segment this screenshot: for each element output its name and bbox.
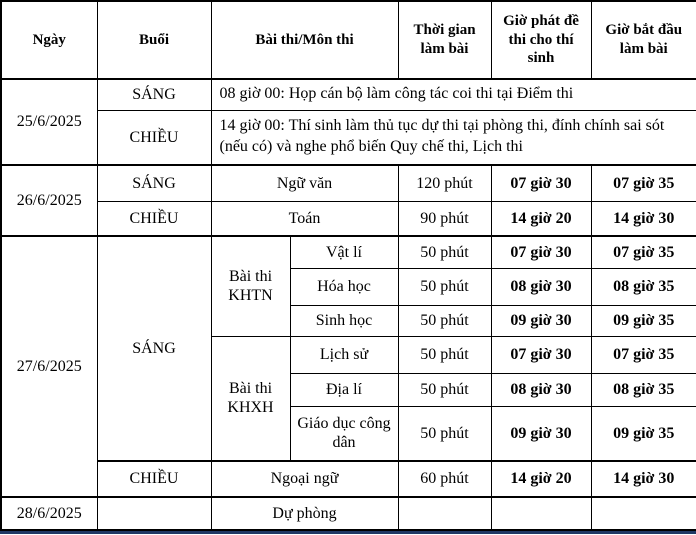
- subject-cell: Địa lí: [290, 373, 398, 406]
- row-26-6-morning: [1, 165, 696, 201]
- header-cell-exam: Bài thi/Môn thi: [211, 1, 398, 79]
- header-cell-duration: Thời gian làm bài: [398, 1, 491, 79]
- row-25-6-morning: [1, 79, 696, 110]
- date-cell-28-6: 28/6/2025: [1, 497, 97, 530]
- empty-session-cell: [97, 497, 211, 530]
- activity-cell: 08 giờ 00: Họp cán bộ làm công tác coi thi tại Điểm thi: [211, 79, 696, 110]
- subject-cell: Hóa học: [290, 268, 398, 305]
- empty-start-time-cell: [591, 497, 696, 530]
- start-time-cell: 09 giờ 35: [591, 406, 696, 461]
- subject-cell: Ngoại ngữ: [211, 461, 398, 497]
- paper-time-cell: 08 giờ 30: [491, 373, 591, 406]
- paper-time-cell: 07 giờ 30: [491, 336, 591, 373]
- start-time-cell: 14 giờ 30: [591, 461, 696, 497]
- subject-cell: Giáo dục công dân: [290, 406, 398, 461]
- start-time-cell: 07 giờ 35: [591, 236, 696, 268]
- exam-group-khtn-cell: Bài thi KHTN: [211, 236, 290, 336]
- duration-cell: 90 phút: [398, 201, 491, 236]
- paper-time-cell: 14 giờ 20: [491, 461, 591, 497]
- duration-cell: 120 phút: [398, 165, 491, 201]
- session-cell: CHIỀU: [97, 461, 211, 497]
- row-28-6-reserve: [1, 497, 696, 530]
- subject-cell: Ngữ văn: [211, 165, 398, 201]
- header-cell-start-time: Giờ bắt đầu làm bài: [591, 1, 696, 79]
- session-cell: SÁNG: [97, 79, 211, 110]
- duration-cell: 50 phút: [398, 236, 491, 268]
- empty-paper-time-cell: [491, 497, 591, 530]
- session-cell: CHIỀU: [97, 110, 211, 165]
- row-physics: [1, 236, 696, 268]
- duration-cell: 50 phút: [398, 406, 491, 461]
- paper-time-cell: 14 giờ 20: [491, 201, 591, 236]
- start-time-cell: 08 giờ 35: [591, 268, 696, 305]
- date-cell-26-6: 26/6/2025: [1, 165, 97, 236]
- paper-time-cell: 08 giờ 30: [491, 268, 591, 305]
- session-cell: SÁNG: [97, 236, 211, 461]
- duration-cell: 50 phút: [398, 373, 491, 406]
- subject-cell: Toán: [211, 201, 398, 236]
- row-26-6-afternoon: [1, 201, 696, 236]
- subject-cell: Vật lí: [290, 236, 398, 268]
- start-time-cell: 14 giờ 30: [591, 201, 696, 236]
- start-time-cell: 09 giờ 35: [591, 305, 696, 336]
- duration-cell: 50 phút: [398, 305, 491, 336]
- paper-time-cell: 07 giờ 30: [491, 236, 591, 268]
- session-cell: CHIỀU: [97, 201, 211, 236]
- header-row: [1, 1, 696, 79]
- activity-cell: 14 giờ 00: Thí sinh làm thủ tục dự thi tại phòng thi, đính chính sai sót (nếu có) và nghe phổ biến Quy chế thi, Lịch thi: [211, 110, 696, 165]
- duration-cell: 50 phút: [398, 336, 491, 373]
- header-cell-paper-time: Giờ phát đề thi cho thí sinh: [491, 1, 591, 79]
- header-cell-date: Ngày: [1, 1, 97, 79]
- start-time-cell: 07 giờ 35: [591, 336, 696, 373]
- row-27-6-afternoon: [1, 461, 696, 497]
- paper-time-cell: 09 giờ 30: [491, 305, 591, 336]
- start-time-cell: 07 giờ 35: [591, 165, 696, 201]
- date-cell-27-6: 27/6/2025: [1, 236, 97, 497]
- paper-time-cell: 09 giờ 30: [491, 406, 591, 461]
- duration-cell: 50 phút: [398, 268, 491, 305]
- reserve-day-cell: Dự phòng: [211, 497, 398, 530]
- header-cell-session: Buổi: [97, 1, 211, 79]
- exam-group-khxh-cell: Bài thi KHXH: [211, 336, 290, 461]
- subject-cell: Lịch sử: [290, 336, 398, 373]
- row-25-6-afternoon: [1, 110, 696, 165]
- date-cell-25-6: 25/6/2025: [1, 79, 97, 165]
- subject-cell: Sinh học: [290, 305, 398, 336]
- start-time-cell: 08 giờ 35: [591, 373, 696, 406]
- empty-duration-cell: [398, 497, 491, 530]
- session-cell: SÁNG: [97, 165, 211, 201]
- bottom-accent-bar: [0, 531, 696, 534]
- duration-cell: 60 phút: [398, 461, 491, 497]
- paper-time-cell: 07 giờ 30: [491, 165, 591, 201]
